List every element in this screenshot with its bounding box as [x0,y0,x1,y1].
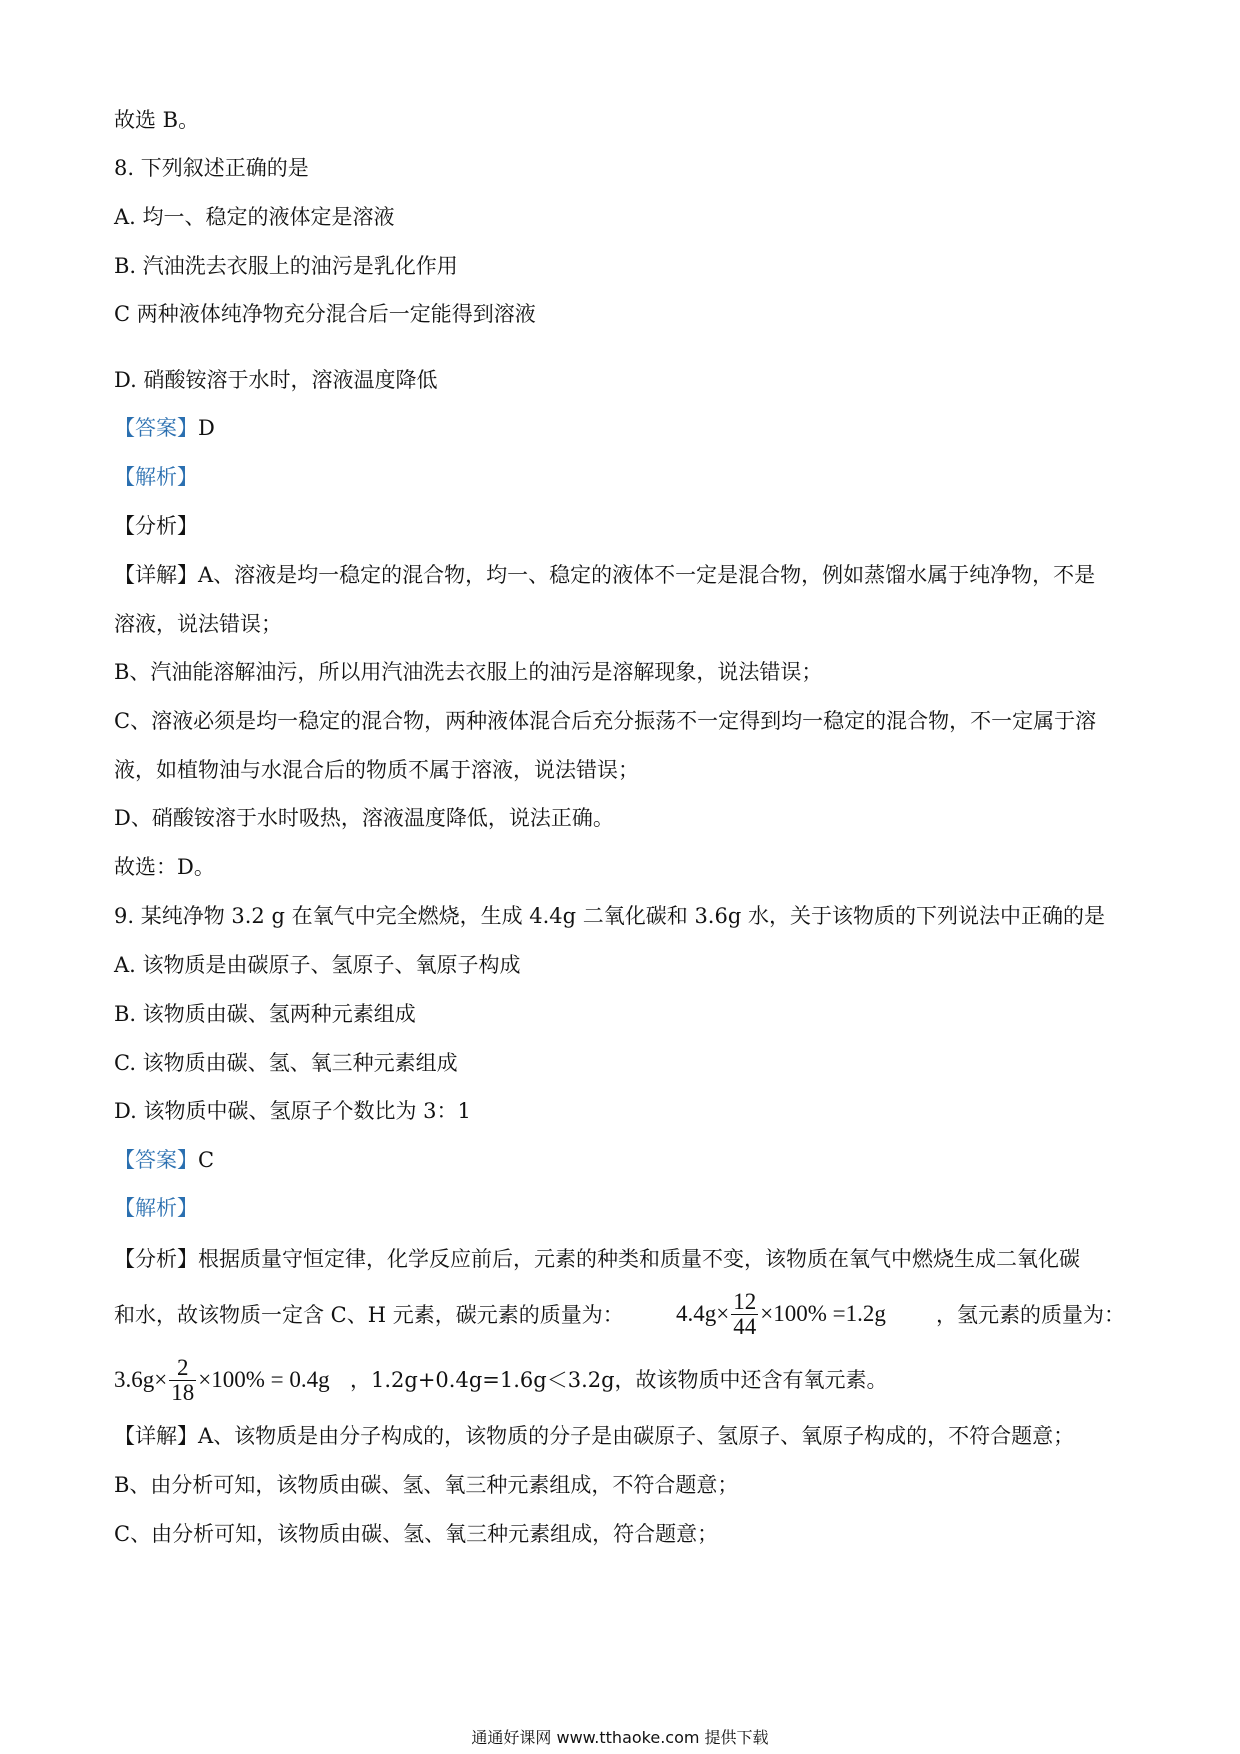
detail-text: A、该物质是由分子构成的，该物质的分子是由碳原子、氢原子、氧原子构成的，不符合题意； [198,1424,1075,1448]
answer-tag: 【答案】 [114,1148,198,1172]
q9-jiexi-tag [114,1194,198,1222]
formula-prefix: 4.4g× [676,1301,730,1326]
q9-fenxi-line-2-tail: ，氢元素的质量为： [936,1303,1125,1327]
q9-stem: 9. 某纯净物 3.2 g 在氧气中完全燃烧，生成 4.4g 二氧化碳和 3.6g 水，关于该物质的下列说法中正确的是 [114,904,1105,928]
xiangjie-tag: 【详解】 [114,1424,198,1448]
page-footer: 通通好课网 www.tthaoke.com 提供下载 [471,1728,769,1747]
q8-detail-line-1 [114,561,1095,589]
q8-detail-line-5: 液，如植物油与水混合后的物质不属于溶液，说法错误； [114,758,639,782]
q8-fenxi-tag: 【分析】 [114,514,198,538]
q8-conclusion: 故选：D。 [114,855,215,879]
q9-option-c: C. 该物质由碳、氢、氧三种元素组成 [114,1051,458,1075]
q9-fenxi-line-1 [114,1245,1080,1273]
fraction-12-44 [731,1290,758,1339]
detail-text: A、溶液是均一稳定的混合物，均一、稳定的液体不一定是混合物，例如蒸馏水属于纯净物，不是 [198,563,1096,587]
q8-detail-line-3: B、汽油能溶解油污，所以用汽油洗去衣服上的油污是溶解现象，说法错误； [114,660,823,684]
fraction-numerator: 2 [176,1354,189,1380]
q7-conclusion: 故选 B。 [114,108,200,132]
answer-tag: 【答案】 [114,416,198,440]
jiexi-tag: 【解析】 [114,465,198,489]
fraction-denominator: 44 [733,1313,757,1339]
formula-prefix: 3.6g× [114,1367,168,1392]
fenxi-text: 根据质量守恒定律，化学反应前后，元素的种类和质量不变，该物质在氧气中燃烧生成二氧化碳 [198,1247,1080,1271]
fraction-numerator: 12 [733,1288,757,1314]
q9-detail-line-1 [114,1422,1074,1450]
fenxi-tag: 【分析】 [114,1247,198,1271]
q8-detail-line-4: C、溶液必须是均一稳定的混合物，两种液体混合后充分振荡不一定得到均一稳定的混合物，不一定属于溶 [114,709,1097,733]
answer-value: D [198,416,215,440]
q8-stem: 8. 下列叙述正确的是 [114,156,309,180]
q9-option-b: B. 该物质由碳、氢两种元素组成 [114,1002,416,1026]
q9-answer [114,1146,214,1174]
answer-value: C [198,1148,215,1172]
q9-detail-line-2: B、由分析可知，该物质由碳、氢、氧三种元素组成，不符合题意； [114,1473,739,1497]
formula-suffix: ×100% =1.2g [760,1301,886,1326]
q9-option-d: D. 该物质中碳、氢原子个数比为 3：1 [114,1099,471,1123]
q9-detail-line-3: C、由分析可知，该物质由碳、氢、氧三种元素组成，符合题意； [114,1522,719,1546]
q8-option-a: A. 均一、稳定的液体定是溶液 [114,205,395,229]
q8-option-b: B. 汽油洗去衣服上的油污是乳化作用 [114,254,458,278]
carbon-mass-formula [676,1284,886,1344]
q9-fenxi-line-3-tail: ，1.2g+0.4g=1.6g＜3.2g，故该物质中还含有氧元素。 [350,1368,888,1392]
q8-answer [114,414,215,442]
q8-detail-line-6: D、硝酸铵溶于水时吸热，溶液温度降低，说法正确。 [114,806,614,830]
q8-option-d: D. 硝酸铵溶于水时，溶液温度降低 [114,368,438,392]
q8-jiexi-tag [114,463,198,491]
q9-option-a: A. 该物质是由碳原子、氢原子、氧原子构成 [114,953,521,977]
fraction-denominator: 18 [171,1379,195,1405]
formula-suffix: ×100% = 0.4g [198,1367,330,1392]
q8-detail-line-2: 溶液，说法错误； [114,612,282,636]
jiexi-tag: 【解析】 [114,1196,198,1220]
q9-fenxi-line-2-text: 和水，故该物质一定含 C、H 元素，碳元素的质量为： [114,1303,624,1327]
hydrogen-mass-formula [114,1350,330,1410]
xiangjie-tag: 【详解】 [114,563,198,587]
q8-option-c: C 两种液体纯净物充分混合后一定能得到溶液 [114,302,536,326]
fraction-2-18 [169,1356,196,1405]
